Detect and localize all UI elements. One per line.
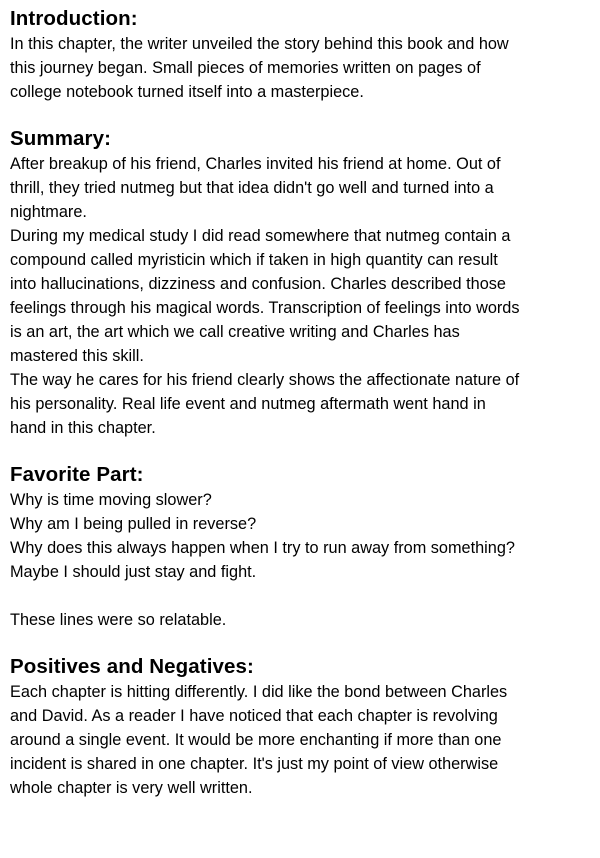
review-document [10, 6, 596, 800]
introduction-heading: Introduction: [10, 7, 138, 30]
summary-heading: Summary: [10, 127, 112, 150]
positives-negatives-paragraph [10, 680, 596, 800]
summary-paragraph [10, 152, 596, 440]
summary-line: compound called myristicin which if taken in high quantity can result [10, 251, 498, 269]
positives-negatives-line: incident is shared in one chapter. It's just my point of view otherwise [10, 755, 499, 773]
positives-negatives-line: around a single event. It would be more enchanting if more than one [10, 731, 502, 749]
summary-line: After breakup of his friend, Charles invited his friend at home. Out of [10, 155, 501, 173]
quote-line: Why does this always happen when I try to run away from something? [10, 539, 515, 557]
quote-line: Why am I being pulled in reverse? [10, 515, 257, 533]
introduction-section [10, 6, 596, 104]
positives-negatives-line: Each chapter is hitting differently. I did like the bond between Charles [10, 683, 508, 701]
summary-section [10, 126, 596, 440]
paragraph-spacer [10, 584, 596, 608]
favorite-comment [10, 608, 596, 632]
summary-line: thrill, they tried nutmeg but that idea didn't go well and turned into a [10, 179, 494, 197]
favorite-comment-line: These lines were so relatable. [10, 611, 227, 629]
favorite-quote [10, 488, 596, 584]
introduction-line: college notebook turned itself into a masterpiece. [10, 83, 364, 101]
summary-line: into hallucinations, dizziness and confusion. Charles described those [10, 275, 506, 293]
favorite-part-section [10, 462, 596, 632]
positives-negatives-section [10, 654, 596, 800]
summary-line: mastered this skill. [10, 347, 144, 365]
favorite-part-heading: Favorite Part: [10, 463, 144, 486]
introduction-paragraph [10, 32, 596, 104]
positives-negatives-line: and David. As a reader I have noticed that each chapter is revolving [10, 707, 498, 725]
summary-line: feelings through his magical words. Transcription of feelings into words [10, 299, 520, 317]
summary-line: is an art, the art which we call creative writing and Charles has [10, 323, 460, 341]
summary-line: During my medical study I did read somewhere that nutmeg contain a [10, 227, 511, 245]
summary-line: hand in this chapter. [10, 419, 156, 437]
summary-line: his personality. Real life event and nutmeg aftermath went hand in [10, 395, 486, 413]
positives-negatives-line: whole chapter is very well written. [10, 779, 253, 797]
positives-negatives-heading: Positives and Negatives: [10, 655, 254, 678]
quote-line: Maybe I should just stay and fight. [10, 563, 257, 581]
introduction-line: In this chapter, the writer unveiled the story behind this book and how [10, 35, 509, 53]
introduction-line: this journey began. Small pieces of memories written on pages of [10, 59, 481, 77]
summary-line: nightmare. [10, 203, 87, 221]
summary-line: The way he cares for his friend clearly shows the affectionate nature of [10, 371, 520, 389]
quote-line: Why is time moving slower? [10, 491, 212, 509]
